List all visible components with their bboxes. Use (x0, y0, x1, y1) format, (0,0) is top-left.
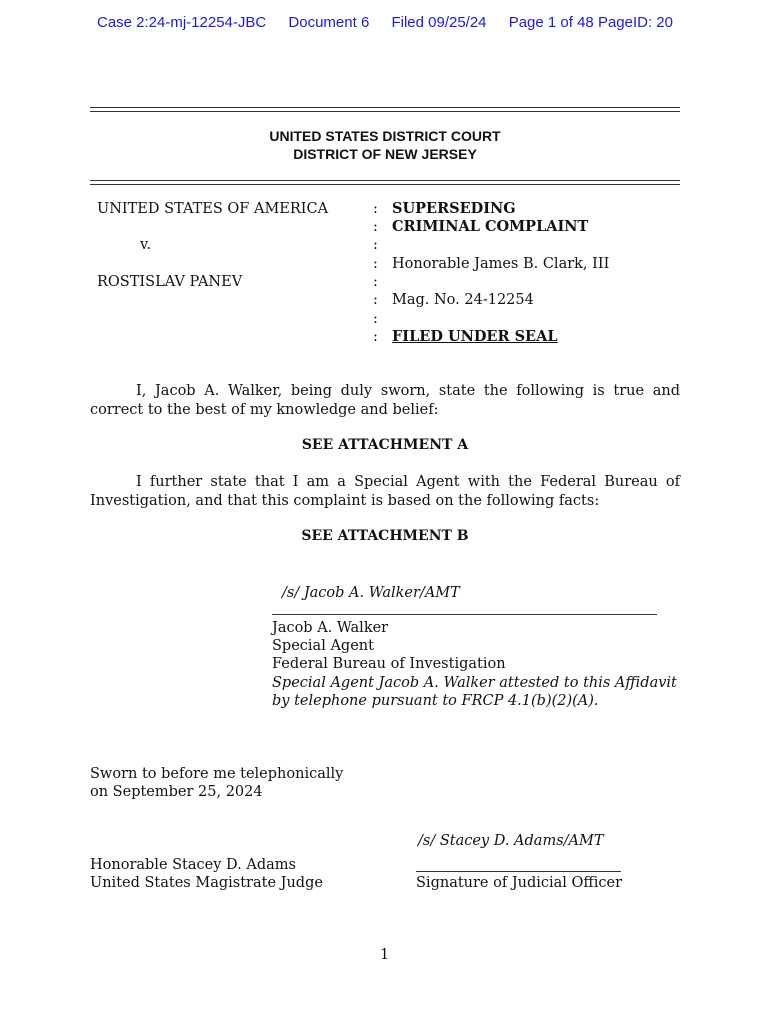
colon: : (373, 256, 378, 272)
affiant-agency: Federal Bureau of Investigation (272, 656, 506, 672)
magistrate-number: Mag. No. 24-12254 (392, 292, 534, 308)
page-id: Page 1 of 48 PageID: 20 (508, 14, 673, 31)
presiding-judge: Honorable James B. Clark, III (392, 256, 610, 272)
affiant-name: Jacob A. Walker (272, 620, 389, 636)
document-number: Document 6 (288, 14, 370, 31)
signature-label: Signature of Judicial Officer (416, 875, 623, 891)
case-number: Case 2:24-mj-12254-JBC (96, 14, 267, 31)
affiant-signature-line (272, 614, 657, 615)
attachment-a-ref: SEE ATTACHMENT A (301, 437, 469, 453)
seal-notice: FILED UNDER SEAL (392, 328, 558, 345)
versus: v. (140, 237, 152, 253)
court-district: DISTRICT OF NEW JERSEY (293, 146, 477, 162)
top-double-rule (90, 107, 680, 112)
colon: : (373, 201, 378, 217)
judge-name: Honorable Stacey D. Adams (90, 857, 296, 873)
sworn-line-1: Sworn to before me telephonically (90, 766, 344, 782)
judge-title: United States Magistrate Judge (90, 875, 323, 891)
colon: : (373, 219, 378, 235)
attestation-note-2: by telephone pursuant to FRCP 4.1(b)(2)(A). (272, 693, 599, 709)
plaintiff-name: UNITED STATES OF AMERICA (97, 201, 329, 217)
sworn-line-2: on September 25, 2024 (90, 784, 263, 800)
defendant-name: ROSTISLAV PANEV (97, 274, 243, 290)
colon: : (373, 311, 378, 327)
attestation-note-1: Special Agent Jacob A. Walker attested to this Affidavit (272, 675, 677, 691)
affiant-statement: I, Jacob A. Walker, being duly sworn, state the following is true and correct to the best of my knowledge and belief: (90, 383, 680, 418)
colon: : (373, 274, 378, 290)
affiant-title: Special Agent (272, 638, 374, 654)
judge-signature-line (416, 871, 621, 872)
agent-statement: I further state that I am a Special Agent with the Federal Bureau of Investigation, and that this complaint is based on the following facts: (90, 474, 680, 509)
attachment-b-ref: SEE ATTACHMENT B (301, 528, 469, 544)
bottom-double-rule (90, 180, 680, 185)
filing-header (0, 14, 770, 31)
colon: : (373, 329, 378, 345)
colon: : (373, 292, 378, 308)
page-number: 1 (380, 947, 390, 963)
judge-signature: /s/ Stacey D. Adams/AMT (418, 833, 604, 849)
court-name: UNITED STATES DISTRICT COURT (269, 128, 501, 144)
complaint-title-1: SUPERSEDING (392, 200, 516, 217)
complaint-title-2: CRIMINAL COMPLAINT (392, 218, 589, 235)
colon: : (373, 237, 378, 253)
filed-date: Filed 09/25/24 (391, 14, 487, 31)
affiant-signature: /s/ Jacob A. Walker/AMT (282, 585, 460, 601)
